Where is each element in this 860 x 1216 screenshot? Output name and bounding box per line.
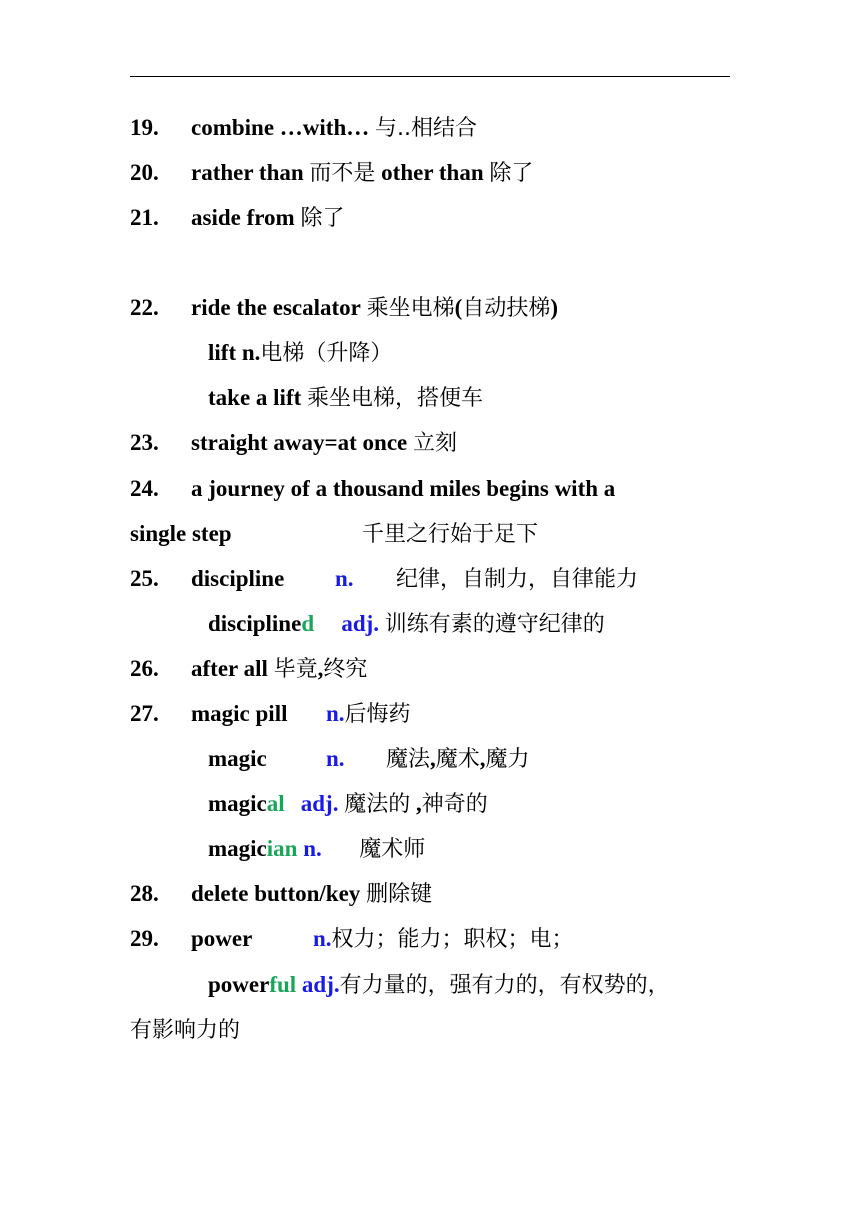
sub-pos: adj. [301,972,340,997]
sub-phrase: take a lift [208,385,302,410]
entry-meaning: 权力；能力；职权；电； [331,927,574,952]
header-rule [130,76,730,77]
entry-29 [130,916,750,961]
sub-meaning: 有力量的，强有力的，有权势的， [339,973,670,998]
entry-24-cont [130,511,750,556]
sub-meaning-2: 神奇的 [421,792,488,817]
entry-pos: n. [313,926,332,951]
entry-meaning-2: 终究 [323,657,368,682]
entry-number: 20. [130,160,159,185]
sub-comma-2: , [479,746,486,771]
entry-28 [130,871,750,916]
entry-phrase: a journey of a thousand miles begins with a [191,476,616,501]
entry-number: 24. [130,476,159,501]
entry-number: 23. [130,430,159,455]
entry-21 [130,195,750,240]
sub-phrase: magic [208,746,267,771]
entry-phrase: after all [191,656,268,681]
sub-pos: adj. [341,611,380,636]
entry-29-sub-1 [130,962,828,1007]
entry-phrase: power [191,926,253,951]
entry-meaning: 千里之行始于足下 [362,522,539,547]
sub-phrase: power [208,972,270,997]
entry-27-sub-1 [130,736,828,781]
entry-27-sub-2 [130,781,828,826]
entry-meaning: 纪律，自制力，自律能力 [396,567,639,592]
entry-phrase: rather than [191,160,304,185]
entry-phrase-2: other than [381,160,484,185]
entry-27-sub-3 [130,826,828,871]
sub-meaning: 乘坐电梯，搭便车 [307,386,484,411]
sub-suffix: ian [266,836,298,861]
entry-number: 21. [130,205,159,230]
entry-29-cont [130,1007,750,1052]
entry-comma: , [317,656,324,681]
entry-23 [130,420,750,465]
entry-27 [130,691,750,736]
entry-number: 28. [130,881,159,906]
sub-pos: n. [326,746,345,771]
sub-phrase: lift n. [208,340,261,365]
sub-meaning: 魔法的 [344,792,411,817]
entry-22 [130,285,750,330]
entry-meaning: 毕竟 [273,657,318,682]
sub-meaning: 电梯（升降） [260,341,393,366]
paren-close: ) [550,295,559,320]
entry-phrase: straight away=at once [191,430,408,455]
entry-number: 26. [130,656,159,681]
entry-20 [130,150,750,195]
entry-19 [130,105,750,150]
sub-phrase: magic [208,791,267,816]
entry-pos: n. [335,566,354,591]
entry-meaning: 后悔药 [344,702,411,727]
sub-suffix: d [301,611,315,636]
entry-phrase: aside from [191,205,295,230]
entry-meaning: 删除键 [366,882,433,907]
entry-phrase: discipline [191,566,285,591]
entry-number: 22. [130,295,159,320]
sub-meaning-2: 魔术 [435,747,480,772]
sub-phrase: magic [208,836,267,861]
sub-meaning: 魔术师 [359,837,426,862]
sub-meaning: 训练有素的遵守纪律的 [384,612,605,637]
entry-meaning-2: 自动扶梯 [462,296,551,321]
entry-22-sub-2 [130,375,828,420]
paren-open: ( [454,295,463,320]
sub-pos: adj. [300,791,339,816]
sub-meaning-3: 魔力 [485,747,530,772]
entry-number: 25. [130,566,159,591]
entry-meaning: 与..相结合 [375,116,477,141]
sub-phrase: discipline [208,611,302,636]
sub-suffix: al [266,791,285,816]
entry-meaning: 立刻 [413,431,458,456]
entry-meaning: 除了 [300,206,345,231]
entry-phrase: magic pill [191,701,288,726]
sub-comma: , [430,746,436,771]
sub-comma: , [410,791,422,816]
entry-phrase: delete button/key [191,881,361,906]
entry-25 [130,556,750,601]
entry-24 [130,466,750,511]
entry-meaning: 乘坐电梯 [366,296,455,321]
entry-22-sub-1 [130,330,828,375]
entry-number: 19. [130,115,159,140]
entry-phrase: combine …with… [191,115,370,140]
entry-pos: n. [326,701,345,726]
entry-meaning: 而不是 [309,161,376,186]
sub-meaning: 魔法 [386,747,431,772]
entry-phrase: ride the escalator [191,295,361,320]
entry-meaning-2: 除了 [489,161,534,186]
sub-meaning-cont: 有影响力的 [130,1018,241,1043]
entry-26 [130,646,750,691]
sub-suffix: ful [269,972,297,997]
sub-pos: n. [303,836,322,861]
entry-number: 27. [130,701,159,726]
entry-number: 29. [130,926,159,951]
entry-phrase-cont: single step [130,521,232,546]
entry-25-sub-1 [130,601,828,646]
